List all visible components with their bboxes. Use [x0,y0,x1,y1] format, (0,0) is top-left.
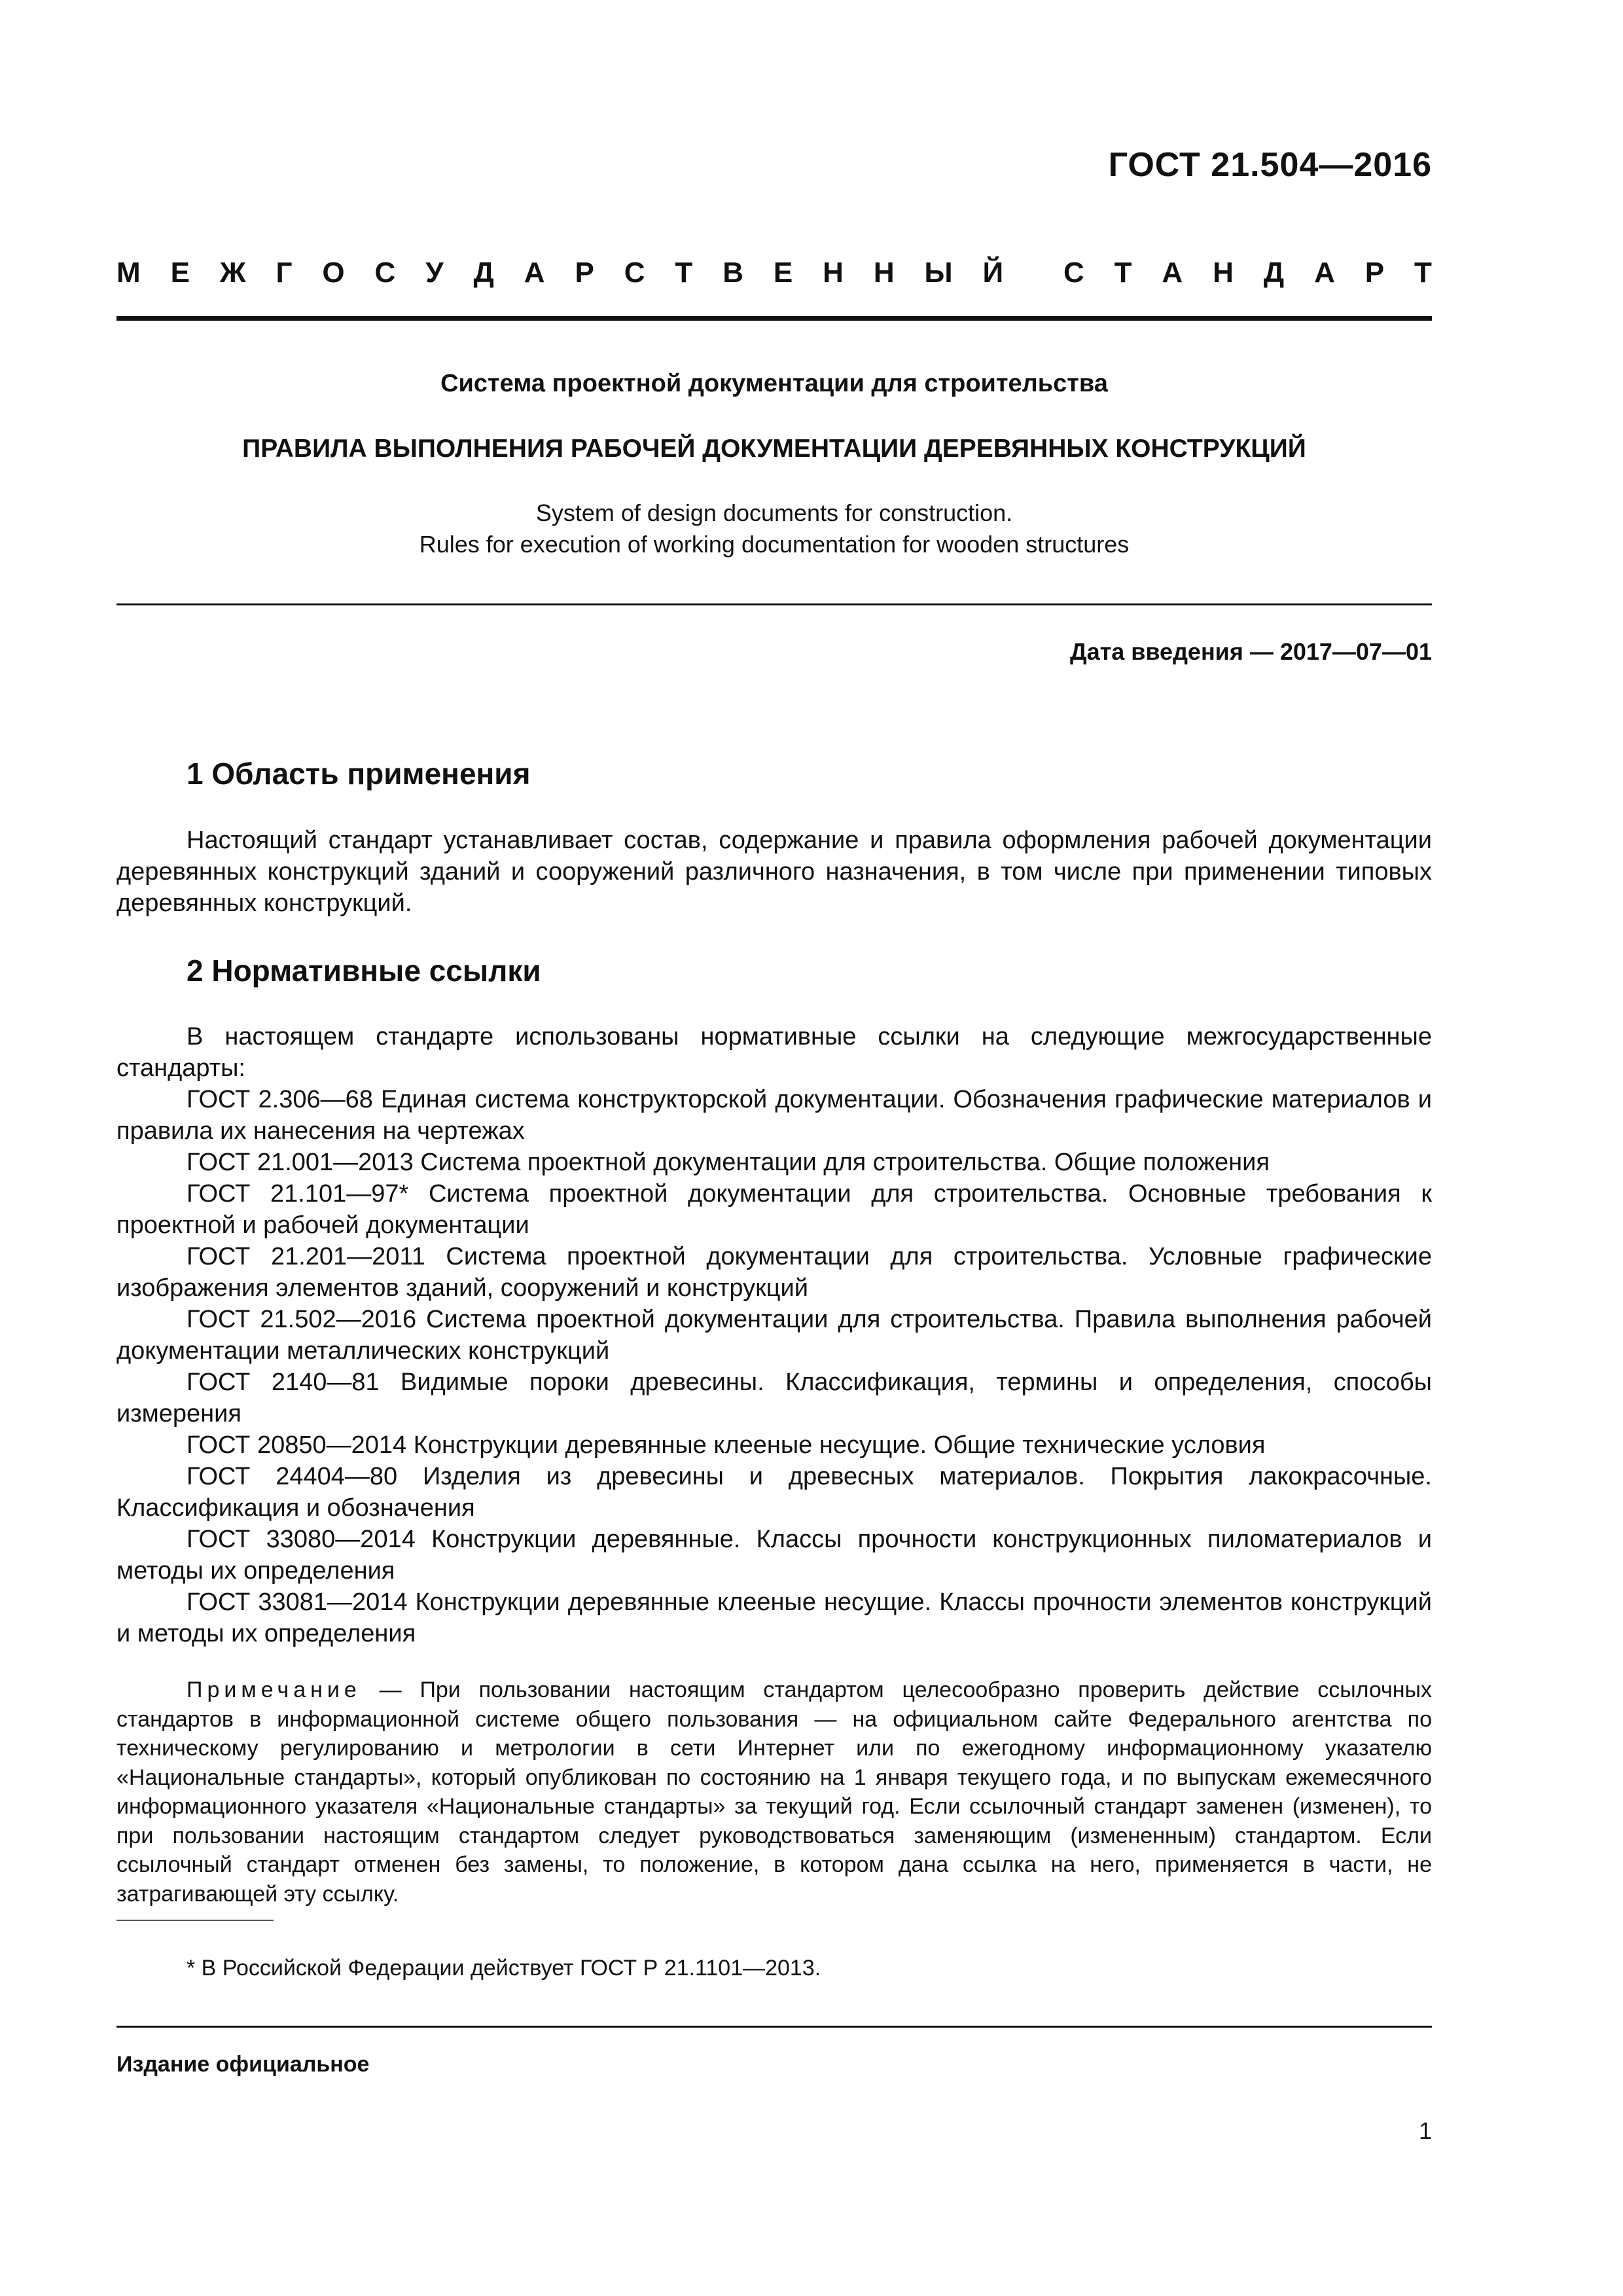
note-paragraph [116,1676,1432,1909]
interstate-letter: Н [873,257,895,289]
reference-item: ГОСТ 24404—80 Изделия из древесины и древесных материалов. Покрытия лакокрасочные. Классификация и обозначения [116,1463,1432,1522]
interstate-letter: Е [170,257,190,289]
interstate-letter: Г [276,257,293,289]
edition-label: Издание официальное [116,2052,370,2077]
section-1-heading: 1 Область применения [187,757,531,791]
note-block [116,1676,1432,1909]
interstate-letter: Н [823,257,844,289]
page-number: 1 [1418,2117,1432,2144]
footnote: * В Российской Федерации действует ГОСТ Р 21.1101—2013. [187,1956,821,1981]
interstate-letter: С [1063,257,1084,289]
header-divider [116,316,1432,321]
reference-item: ГОСТ 21.502—2016 Система проектной документации для строительства. Правила выполнения рабочей документации металлических конструкций [116,1306,1432,1365]
interstate-letter: С [374,257,396,289]
interstate-letter: Д [473,257,494,289]
interstate-letter: А [1314,257,1335,289]
interstate-letter: У [425,257,444,289]
note-text: — При пользовании настоящим стандартом целесообразно проверить действие ссылочных стандартов в информационной системе общего пользования — на официальном сайте Федерального агентства по техническому регулированию и метрологии в сети Интернет или по ежегодному информационному указателю «Национальные стандарты», который опубликован по состоянию на 1 января текущего года, и по выпускам ежемесячного информационного указателя «Национальные стандарты» за текущий год. Если ссылочный стандарт заменен (изменен), то при пользовании настоящим стандартом следует руководствоваться заменяющим (измененным) стандартом. Если ссылочный стандарт отменен без замены, то положение, в котором дана ссылка на него, применяется в части, не затрагивающей эту ссылку. [116,1677,1432,1907]
interstate-letter: Т [1114,257,1132,289]
reference-item: ГОСТ 33081—2014 Конструкции деревянные клееные несущие. Классы прочности элементов конструкций и методы их определения [116,1588,1432,1647]
english-title-line1: System of design documents for construction. [535,499,1013,526]
reference-item: ГОСТ 33080—2014 Конструкции деревянные. Классы прочности конструкционных пиломатериалов и методы их определения [116,1526,1432,1585]
reference-item: ГОСТ 2.306—68 Единая система конструкторской документации. Обозначения графические материалов и правила их нанесения на чертежах [116,1086,1432,1145]
interstate-letter: Д [1263,257,1285,289]
interstate-standard-heading [116,257,1432,289]
section-2-body [116,1021,1432,1649]
interstate-letter: Р [575,257,594,289]
document-number: ГОСТ 21.504—2016 [1108,146,1432,184]
section-2-heading: 2 Нормативные ссылки [187,954,541,988]
interstate-letter: С [624,257,645,289]
interstate-letter: Т [675,257,693,289]
english-title [116,497,1432,560]
interstate-letter: В [722,257,743,289]
interstate-letter: Й [982,257,1004,289]
introduction-date: Дата введения — 2017—07—01 [1069,638,1432,665]
document-title: ПРАВИЛА ВЫПОЛНЕНИЯ РАБОЧЕЙ ДОКУМЕНТАЦИИ ДЕРЕВЯННЫХ КОНСТРУКЦИЙ [242,435,1306,463]
reference-item: ГОСТ 21.101—97* Система проектной документации для строительства. Основные требования к проектной и рабочей документации [116,1180,1432,1239]
title-divider [116,603,1432,605]
interstate-letter: М [116,257,141,289]
reference-item: ГОСТ 20850—2014 Конструкции деревянные клееные несущие. Общие технические условия [187,1431,1266,1459]
interstate-letter: А [1162,257,1183,289]
interstate-letter: Н [1213,257,1234,289]
reference-item: ГОСТ 21.001—2013 Система проектной документации для строительства. Общие положения [187,1149,1270,1176]
interstate-letter: Р [1364,257,1385,289]
interstate-letter: Е [773,257,793,289]
note-label: Примечание [187,1677,361,1702]
interstate-letter: А [524,257,545,289]
reference-item: ГОСТ 2140—81 Видимые пороки древесины. Классификация, термины и определения, способы измерения [116,1369,1432,1427]
reference-item: ГОСТ 21.201—2011 Система проектной документации для строительства. Условные графические изображения элементов зданий, сооружений и конструкций [116,1243,1432,1302]
footnote-separator [116,1920,274,1921]
footer-divider [116,2026,1432,2028]
section-1-body [116,825,1432,919]
section-1-paragraph: Настоящий стандарт устанавливает состав, содержание и правила оформления рабочей документации деревянных конструкций зданий и сооружений различного назначения, в том числе при применении типовых деревянных конструкций. [116,827,1432,917]
interstate-letter: Ж [219,257,246,289]
english-title-line2: Rules for execution of working documentation for wooden structures [419,531,1130,558]
interstate-letter: Т [1414,257,1432,289]
standard-series: Система проектной документации для строительства [440,370,1108,397]
section-2-intro: В настоящем стандарте использованы нормативные ссылки на следующие межгосударственные стандарты: [116,1023,1432,1082]
interstate-letter: Ы [924,257,953,289]
interstate-letter: О [322,257,345,289]
